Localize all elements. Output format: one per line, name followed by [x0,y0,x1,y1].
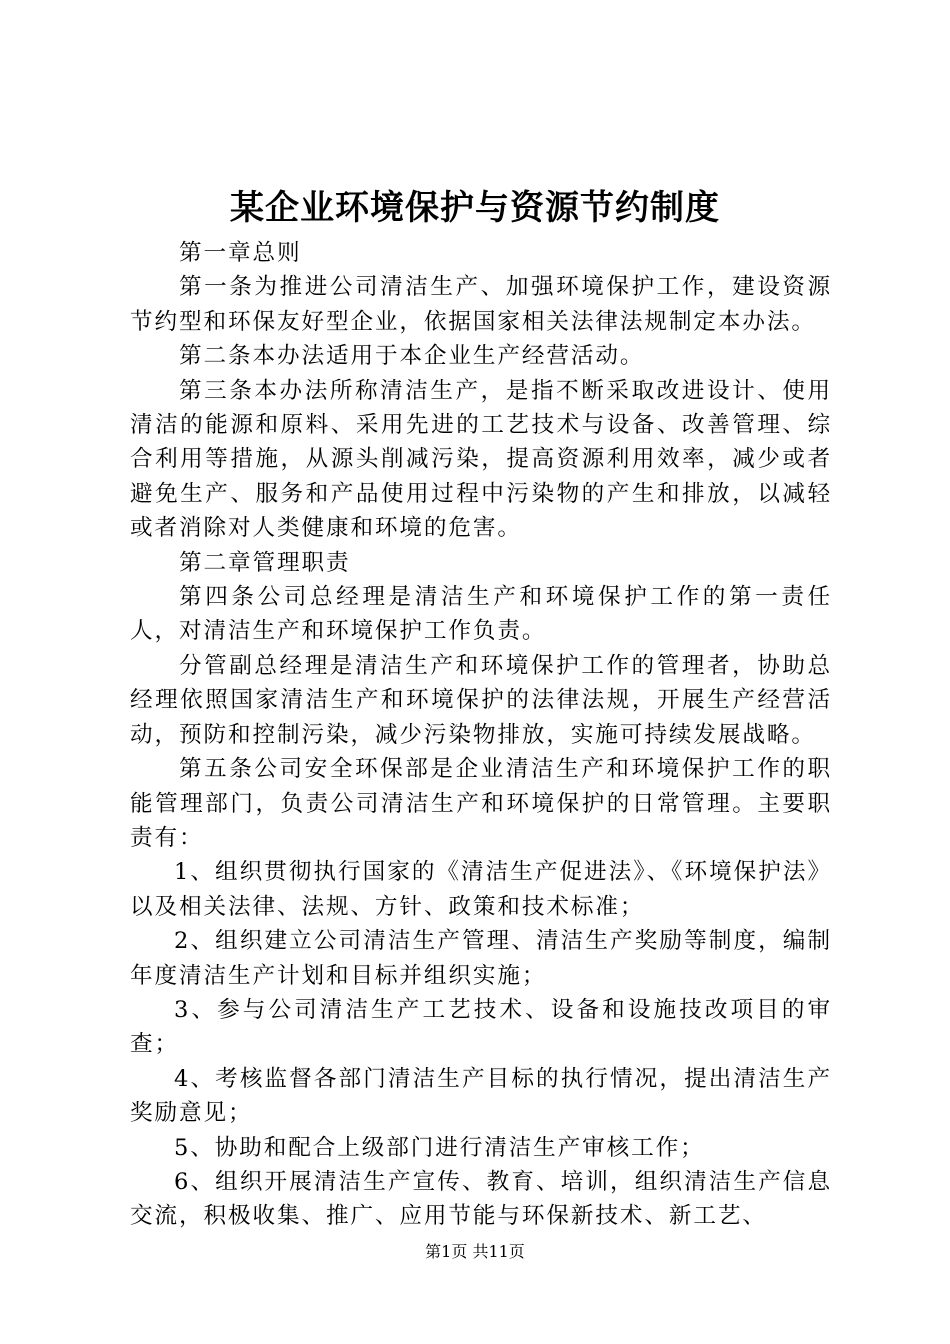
paragraph: 第三条本办法所称清洁生产，是指不断采取改进设计、使用清洁的能源和原料、采用先进的工艺技术与设备、改善管理、综合利用等措施，从源头削减污染，提高资源利用效率，减少或者避免生产、服务和产品使用过程中污染物的产生和排放，以减轻或者消除对人类健康和环境的危害。 [130,377,832,542]
paragraph: 第二条本办法适用于本企业生产经营活动。 [179,343,645,370]
paragraph: 分管副总经理是清洁生产和环境保护工作的管理者，协助总经理依照国家清洁生产和环境保护的法律法规，开展生产经营活动，预防和控制污染，减少污染物排放，实施可持续发展战略。 [130,652,832,748]
page-number: 第1页 共11页 [425,1242,525,1261]
list-item: 5、协助和配合上级部门进行清洁生产审核工作； [174,1134,705,1161]
list-item: 2、组织建立公司清洁生产管理、清洁生产奖励等制度，编制年度清洁生产计划和目标并组织实施； [130,928,832,989]
list-item: 1、组织贯彻执行国家的《清洁生产促进法》、《环境保护法》以及相关法律、法规、方针、政策和技术标准； [130,859,832,920]
list-item: 6、组织开展清洁生产宣传、教育、培训，组织清洁生产信息交流，积极收集、推广、应用节能与环保新技术、新工艺、 [130,1168,832,1230]
chapter-heading: 第二章管理职责 [179,549,351,576]
document-title: 某企业环境保护与资源节约制度 [230,188,720,228]
list-item: 4、考核监督各部门清洁生产目标的执行情况，提出清洁生产奖励意见； [130,1065,832,1127]
paragraph: 第五条公司安全环保部是企业清洁生产和环境保护工作的职能管理部门，负责公司清洁生产和环境保护的日常管理。主要职责有： [130,756,832,851]
paragraph: 第一条为推进公司清洁生产、加强环境保护工作，建设资源节约型和环保友好型企业，依据国家相关法律法规制定本办法。 [130,274,832,335]
list-item: 3、参与公司清洁生产工艺技术、设备和设施技改项目的审查； [130,996,832,1058]
document-body [130,236,832,1234]
chapter-heading: 第一章总则 [179,240,302,266]
paragraph: 第四条公司总经理是清洁生产和环境保护工作的第一责任人，对清洁生产和环境保护工作负责。 [130,584,832,645]
